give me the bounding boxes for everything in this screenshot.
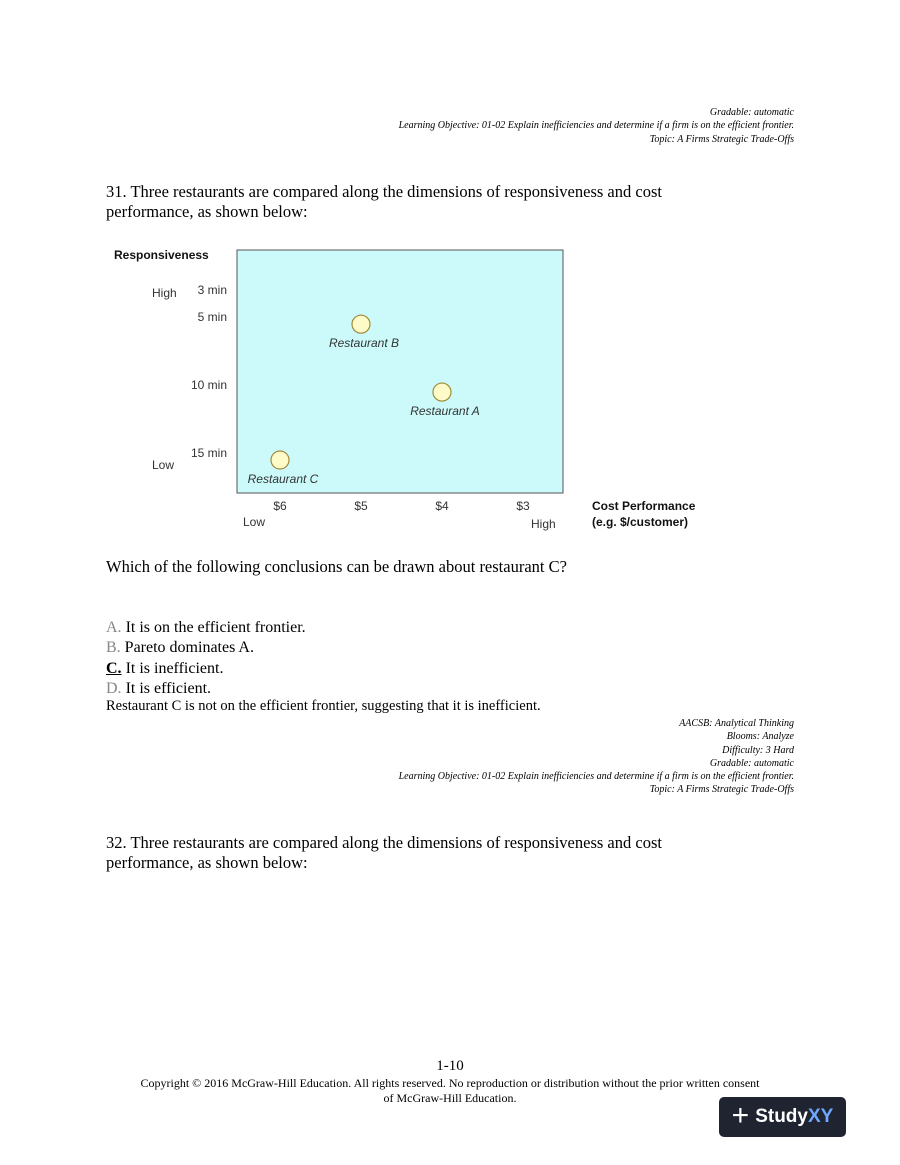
learning-objective-tag: Learning Objective: 01-02 Explain inefficiencies and determine if a firm is on the efficient frontier. — [398, 120, 794, 132]
data-point — [352, 315, 370, 333]
y-tick-label: 10 min — [190, 378, 227, 393]
question-31-prompt — [106, 557, 746, 577]
x-high-label: High — [531, 517, 556, 531]
point-label: Restaurant C — [247, 472, 319, 486]
option-letter: D. — [106, 679, 122, 697]
option-a — [106, 618, 306, 638]
x-tick-label: $3 — [516, 499, 530, 513]
answer-explanation: Restaurant C is not on the efficient frontier, suggesting that it is inefficient. — [106, 698, 541, 714]
x-low-label: Low — [243, 515, 266, 529]
y-high-label: High — [152, 286, 177, 300]
plus-icon: + — [731, 1098, 750, 1132]
aacsb-tag: AACSB: Analytical Thinking — [679, 718, 794, 729]
topic-tag: Topic: A Firms Strategic Trade-Offs — [649, 133, 794, 145]
studyxy-logo: StudyXY — [755, 1106, 834, 1127]
x-tick-label: $5 — [354, 499, 368, 513]
blooms-tag: Blooms: Analyze — [726, 731, 794, 743]
difficulty-tag: Difficulty: 3 Hard — [722, 744, 794, 756]
x-tick-label: $6 — [273, 499, 287, 513]
question-31 — [106, 182, 746, 222]
option-letter: B. — [106, 639, 121, 657]
gradable-tag: Gradable: automatic — [709, 757, 794, 769]
y-tick-label: 5 min — [197, 310, 227, 325]
question-32-text: 32. Three restaurants are compared along the dimensions of responsiveness and cost performance, as shown below: — [106, 833, 662, 872]
gradable-tag: Gradable: automatic — [709, 107, 794, 118]
option-text: It is inefficient. — [125, 659, 224, 677]
question-31-text: 31. Three restaurants are compared along the dimensions of responsiveness and cost performance, as shown below: — [106, 182, 662, 221]
y-tick-label: 3 min — [197, 283, 227, 297]
answer-options — [106, 618, 306, 699]
page-number: 1-10 — [436, 1058, 464, 1074]
option-c-correct — [106, 659, 306, 679]
copyright-line-1: Copyright © 2016 McGraw-Hill Education. All rights reserved. No reproduction or distribution without the prior written consent — [140, 1076, 760, 1090]
x-tick-label: $4 — [435, 499, 449, 513]
x-axis-title-line2: (e.g. $/customer) — [592, 515, 689, 529]
topic-tag: Topic: A Firms Strategic Trade-Offs — [649, 784, 794, 796]
option-text: Pareto dominates A. — [124, 639, 254, 657]
learning-objective-tag: Learning Objective: 01-02 Explain inefficiencies and determine if a firm is on the efficient frontier. — [398, 771, 794, 783]
y-tick-label: 15 min — [190, 446, 227, 460]
prompt-text: Which of the following conclusions can be drawn about restaurant C? — [106, 557, 567, 576]
copyright-line-2: of McGraw-Hill Education. — [383, 1091, 517, 1105]
option-b — [106, 638, 306, 658]
option-d — [106, 679, 306, 699]
y-low-label: Low — [152, 458, 175, 472]
top-question-metadata — [399, 106, 794, 146]
data-point — [433, 383, 451, 401]
option-letter: A. — [106, 619, 122, 636]
point-label: Restaurant B — [328, 336, 400, 351]
option-text: It is efficient. — [125, 679, 212, 697]
studyxy-badge[interactable] — [719, 1097, 846, 1137]
question-31-metadata — [399, 717, 794, 797]
x-axis-title-line1: Cost Performance — [592, 499, 696, 513]
responsiveness-cost-chart — [100, 240, 720, 540]
y-axis-title: Responsiveness — [114, 248, 209, 262]
question-32 — [106, 833, 746, 873]
option-letter-correct: C. — [106, 659, 122, 677]
data-point — [271, 451, 289, 469]
option-text: It is on the efficient frontier. — [125, 619, 306, 636]
point-label: Restaurant A — [410, 404, 480, 419]
